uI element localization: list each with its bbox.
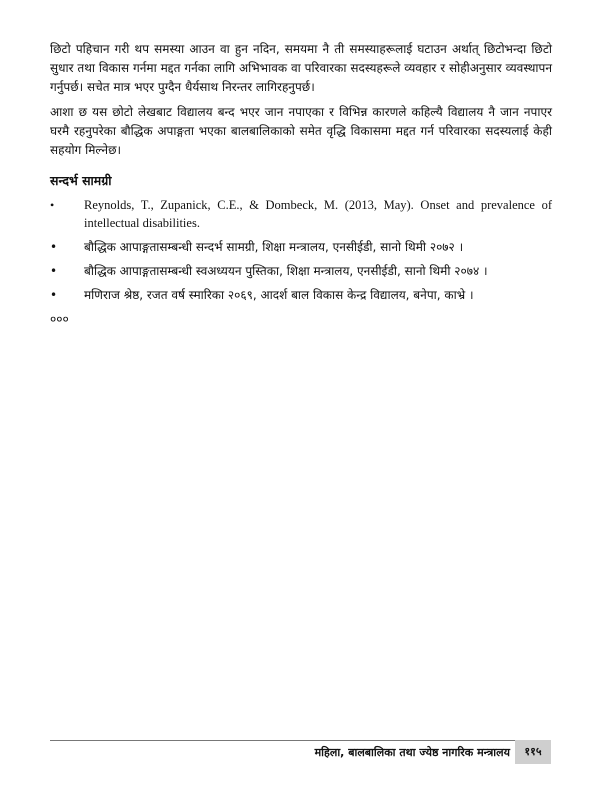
reference-text: बौद्धिक आपाङ्गतासम्बन्धी सन्दर्भ सामग्री, शिक्षा मन्त्रालय, एनसीईडी, सानो थिमी २०७२ । [84, 240, 464, 254]
page-number: ११५ [515, 740, 551, 764]
bullet-icon: • [50, 240, 58, 254]
page-content [50, 40, 552, 327]
bullet-icon: • [50, 288, 58, 302]
bullet-icon: • [50, 264, 58, 278]
reference-text: मणिराज श्रेष्ठ, रजत वर्ष स्मारिका २०६९, आदर्श बाल विकास केन्द्र विद्यालय, बनेपा, काभ्रे । [84, 288, 474, 302]
references-list [50, 196, 552, 304]
reference-item [50, 196, 552, 232]
reference-item [50, 238, 552, 256]
references-heading: सन्दर्भ सामग्री [50, 173, 112, 188]
reference-text: Reynolds, T., Zupanick, C.E., & Dombeck, M. (2013, May). Onset and prevalence of intellectual disabilities. [84, 198, 552, 230]
bullet-icon: • [50, 198, 55, 212]
body-paragraph-1: छिटो पहिचान गरी थप समस्या आउन वा हुन नदिन, समयमा नै ती समस्याहरूलाई घटाउन अर्थात् छिटोभन्दा छिटो सुधार तथा विकास गर्नमा मद्दत गर्नका लागि अभिभावक वा परिवारका सदस्यहरूले व्यवहार र सोहीअनुसार व्यवस्थापन गर्नुपर्छ। सचेत मात्र भएर पुग्दैन धैर्यसाथ निरन्तर लागिरहनुपर्छ। [50, 42, 552, 94]
footer-divider [50, 740, 550, 741]
footer-ministry-name: महिला, बालबालिका तथा ज्येष्ठ नागरिक मन्त्रालय [314, 746, 510, 759]
body-paragraph-2: आशा छ यस छोटो लेखबाट विद्यालय बन्द भएर जान नपाएका र विभिन्न कारणले कहिल्यै विद्यालय नै जान नपाएर घरमै रहनुपरेका बौद्धिक अपाङ्गता भएका बालबालिकाको समेत वृद्धि विकासमा मद्दत गर्न परिवारका सदस्यलाई केही सहयोग मिल्नेछ। [50, 105, 552, 157]
reference-item [50, 286, 552, 304]
reference-text: बौद्धिक आपाङ्गतासम्बन्धी स्वअध्ययन पुस्तिका, शिक्षा मन्त्रालय, एनसीईडी, सानो थिमी २०७४ । [84, 264, 488, 278]
end-mark: ००० [50, 312, 69, 326]
reference-item [50, 262, 552, 280]
